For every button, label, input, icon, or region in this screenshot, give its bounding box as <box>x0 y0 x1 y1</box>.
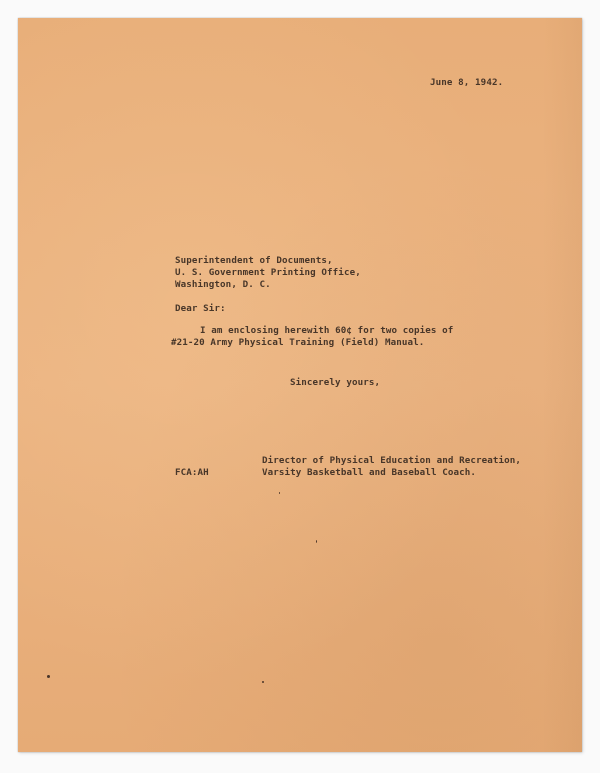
letter-page <box>18 18 582 752</box>
closing: Sincerely yours, <box>290 377 381 388</box>
reference-initials: FCA:AH <box>175 467 209 478</box>
paper-speck <box>47 675 50 678</box>
paper-speck <box>262 681 264 683</box>
paper-speck <box>316 540 317 543</box>
salutation: Dear Sir: <box>175 303 226 314</box>
signature-title-line-1: Director of Physical Education and Recreation, <box>262 455 522 466</box>
body-line-2: #21-20 Army Physical Training (Field) Manual. <box>171 337 425 348</box>
recipient-line-3: Washington, D. C. <box>175 279 271 290</box>
signature-title-line-2: Varsity Basketball and Baseball Coach. <box>262 467 476 478</box>
recipient-line-1: Superintendent of Documents, <box>175 255 333 266</box>
body-line-1: I am enclosing herewith 60¢ for two copies of <box>200 325 454 336</box>
letter-date: June 8, 1942. <box>430 77 504 88</box>
paper-shading <box>542 18 582 752</box>
paper-speck <box>279 492 280 494</box>
recipient-line-2: U. S. Government Printing Office, <box>175 267 361 278</box>
